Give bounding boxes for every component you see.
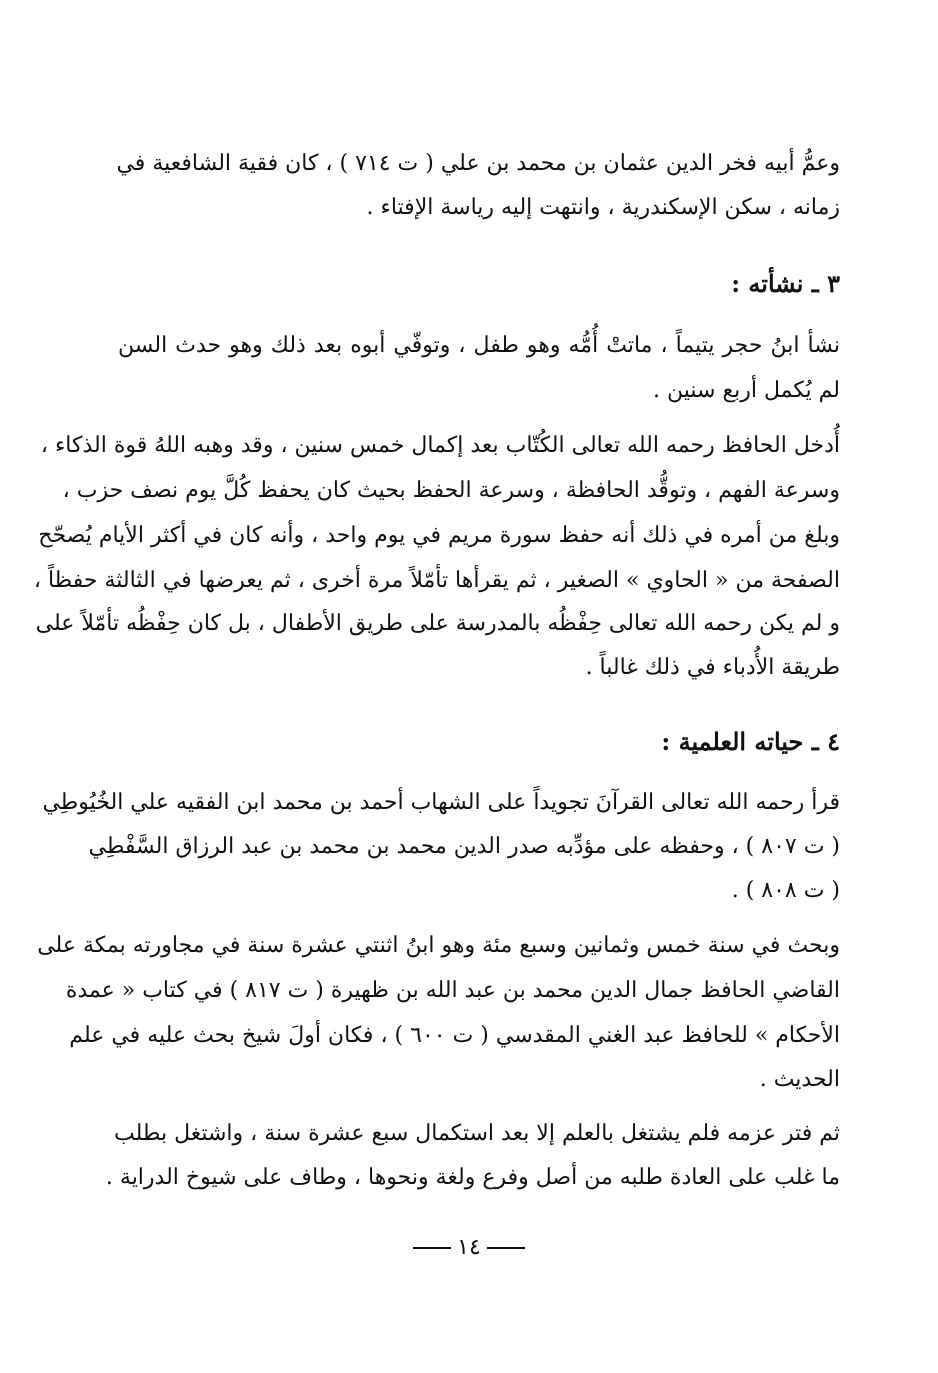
paragraph-5-line-3: الأحكام » للحافظ عبد الغني المقدسي ( ت ٦٠٠ ) ، فكان أولَ شيخ بحث عليه في علم xyxy=(69,1023,840,1048)
paragraph-6-line-1: ثم فتر عزمه فلم يشتغل بالعلم إلا بعد استكمال سبع عشرة سنة ، واشتغل بطلب xyxy=(114,1121,840,1146)
paragraph-2-line-2: لم يُكمل أربع سنين . xyxy=(653,378,840,403)
paragraph-4-line-2: ( ت ٨٠٧ ) ، وحفظه على مؤدِّبه صدر الدين محمد بن محمد بن عبد الرزاق السَّفْطِي xyxy=(88,834,840,859)
paragraph-1-line-2: زمانه ، سكن الإسكندرية ، وانتهت إليه رياسة الإفتاء . xyxy=(366,195,840,220)
section-heading-3: ٣ ـ نشأته : xyxy=(731,269,840,298)
section-heading-4: ٤ ـ حياته العلمية : xyxy=(661,727,840,756)
left-dash xyxy=(487,1247,525,1249)
paragraph-3-line-2: وسرعة الفهم ، وتوقُّد الحافظة ، وسرعة الحفظ بحيث كان يحفظ كُلَّ يوم نصف حزب ، xyxy=(62,478,840,503)
paragraph-6-line-2: ما غلب على العادة طلبه من أصل وفرع ولغة ونحوها ، وطاف على شيوخ الدراية . xyxy=(105,1165,840,1190)
paragraph-3-line-4: الصفحة من « الحاوي » الصغير ، ثم يقرأها تأمّلاً مرة أخرى ، ثم يعرضها في الثالثة حفظاً ، xyxy=(33,568,840,593)
paragraph-3-line-3: وبلغ من أمره في ذلك أنه حفظ سورة مريم في يوم واحد ، وأنه كان في أكثر الأيام يُصحّح xyxy=(38,523,840,548)
paragraph-4-line-3: ( ت ٨٠٨ ) . xyxy=(731,878,840,903)
paragraph-2-line-1: نشأ ابنُ حجر يتيماً ، ماتتْ أُمُّه وهو طفل ، وتوفّي أبوه بعد ذلك وهو حدث السن xyxy=(118,333,840,358)
paragraph-1-line-1: وعمُّ أبيه فخر الدين عثمان بن محمد بن علي ( ت ٧١٤ ) ، كان فقيهَ الشافعية في xyxy=(116,151,840,176)
paragraph-3-line-6: طريقة الأُدباء في ذلك غالباً . xyxy=(585,655,840,680)
paragraph-5-line-1: وبحث في سنة خمس وثمانين وسبع مئة وهو ابنُ اثنتي عشرة سنة في مجاورته بمكة على xyxy=(37,933,840,958)
right-dash xyxy=(413,1247,451,1249)
paragraph-3-line-1: أُدخل الحافظ رحمه الله تعالى الكُتّاب بعد إكمال خمس سنين ، وقد وهبه اللهُ قوة الذكاء ، xyxy=(40,433,840,458)
page-number-footer xyxy=(0,1233,938,1263)
paragraph-5-line-2: القاضي الحافظ جمال الدين محمد بن عبد الله بن ظهيرة ( ت ٨١٧ ) في كتاب « عمدة xyxy=(65,978,840,1003)
paragraph-5-line-4: الحديث . xyxy=(759,1067,840,1092)
paragraph-4-line-1: قرأ رحمه الله تعالى القرآنَ تجويداً على الشهاب أحمد بن محمد ابن الفقيه علي الخُيُوطِي xyxy=(42,790,840,815)
paragraph-3-line-5: و لم يكن رحمه الله تعالى حِفْظُه بالمدرسة على طريق الأطفال ، بل كان حِفْظُه تأمّلاً على xyxy=(35,611,840,636)
page-number: ١٤ xyxy=(457,1235,481,1260)
